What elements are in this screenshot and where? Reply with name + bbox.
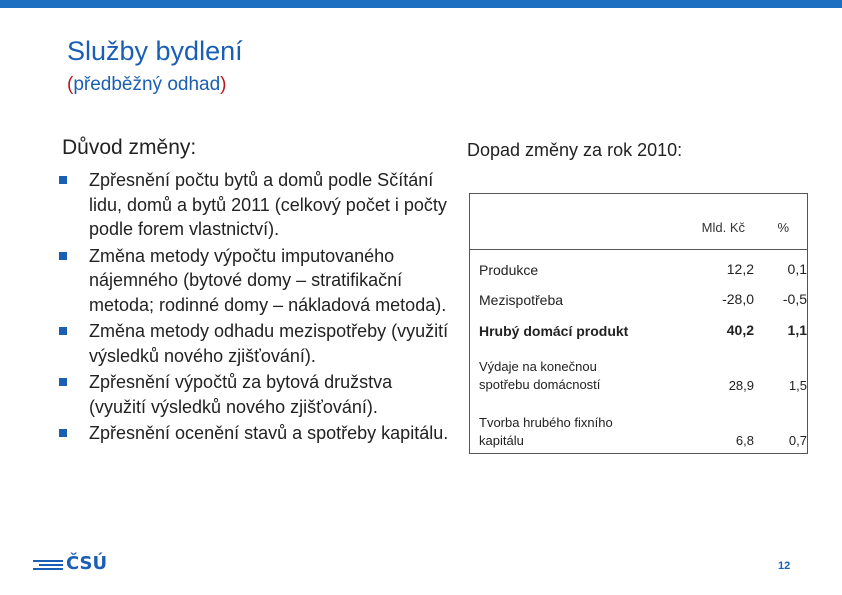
list-item (59, 244, 451, 318)
bullet-square-icon (59, 327, 67, 335)
logo-text: ČSÚ (66, 553, 108, 574)
row-label: Výdaje na konečnou spotřebu domácností (479, 359, 601, 392)
bullet-square-icon (59, 429, 67, 437)
impact-table (469, 193, 808, 454)
column-header-percent: % (777, 220, 789, 235)
row-label: Hrubý domácí produkt (479, 323, 629, 339)
row-percent: 0,1 (787, 261, 807, 277)
reasons-heading: Důvod změny: (62, 136, 197, 159)
subtitle-open-paren: ( (67, 74, 74, 95)
impact-heading: Dopad změny za rok 2010: (467, 140, 683, 160)
row-label: Mezispotřeba (479, 292, 564, 308)
bullet-text: Zpřesnění výpočtů za bytová družstva (využití výsledků nového zjišťování). (89, 372, 393, 417)
subtitle-text: předběžný odhad (73, 74, 221, 95)
slide-subtitle (67, 74, 227, 96)
bullet-text: Změna metody odhadu mezispotřeby (využití výsledků nového zjišťování). (89, 321, 449, 366)
row-label: Produkce (479, 262, 539, 278)
list-item (59, 168, 451, 242)
top-accent-bar (0, 0, 842, 8)
row-value: -28,0 (722, 291, 754, 307)
bullet-text: Změna metody výpočtu imputovaného nájemného (bytové domy – stratifikační metoda; rodinné domy – nákladová metoda). (89, 245, 447, 315)
row-value: 40,2 (726, 322, 754, 338)
page-number: 12 (778, 560, 791, 572)
row-value: 12,2 (726, 261, 754, 277)
list-item (59, 319, 451, 368)
slide-title: Služby bydlení (67, 36, 243, 66)
reasons-list (59, 168, 451, 448)
czso-logo (33, 553, 113, 575)
row-value: 28,9 (728, 378, 754, 393)
bullet-text: Zpřesnění počtu bytů a domů podle Sčítání lidu, domů a bytů 2011 (celkový počet i počty podle forem vlastnictví). (89, 170, 447, 239)
bullet-square-icon (59, 378, 67, 386)
subtitle-close-paren: ) (220, 74, 227, 95)
bullet-text: Zpřesnění ocenění stavů a spotřeby kapitálu. (89, 423, 449, 443)
row-percent: 0,7 (788, 433, 807, 448)
bullet-square-icon (59, 252, 67, 260)
list-item (59, 421, 451, 446)
table-header (470, 194, 807, 250)
bullet-square-icon (59, 176, 67, 184)
row-percent: 1,1 (787, 322, 807, 338)
row-percent: 1,5 (788, 378, 807, 393)
row-label: Tvorba hrubého fixního kapitálu (479, 415, 613, 448)
row-percent: -0,5 (782, 291, 807, 307)
row-value: 6,8 (735, 433, 754, 448)
column-header-units: Mld. Kč (701, 220, 745, 235)
list-item (59, 370, 451, 419)
